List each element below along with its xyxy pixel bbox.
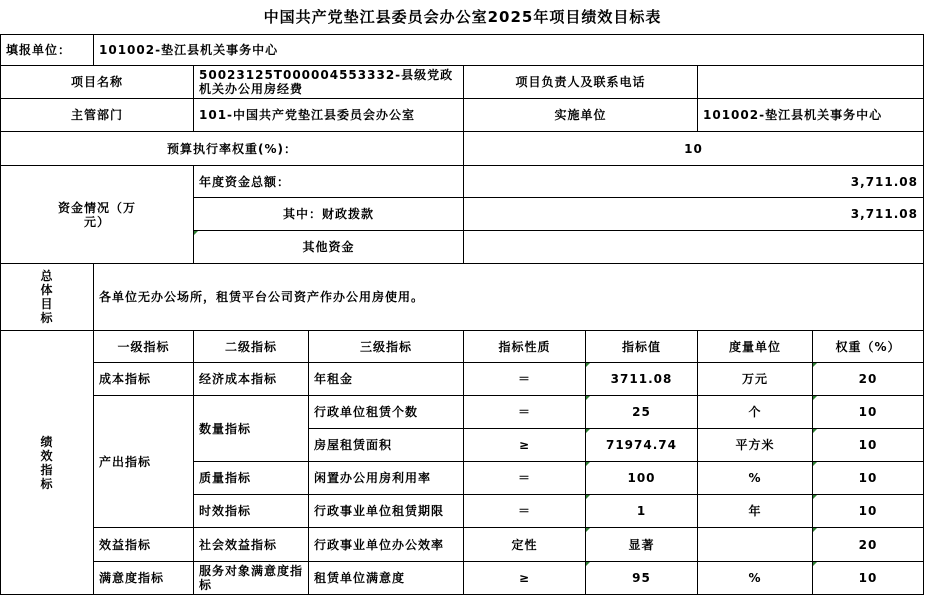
row-value: 显著 (586, 528, 698, 562)
level2-social-benefit: 社会效益指标 (194, 528, 309, 562)
budget-weight-value: 10 (464, 132, 924, 166)
row-weight: 10 (813, 396, 924, 429)
row-nature: ＝ (464, 462, 586, 495)
goal-label: 总体目标 (0, 264, 94, 331)
funds-total-label: 年度资金总额： (194, 166, 464, 198)
level2-quantity: 数量指标 (194, 396, 309, 462)
row-nature: ≥ (464, 429, 586, 462)
row-level3: 行政单位租赁个数 (309, 396, 464, 429)
contact-label: 项目负责人及联系电话 (464, 66, 698, 99)
row-level3: 行政事业单位租赁期限 (309, 495, 464, 528)
row-weight: 10 (813, 462, 924, 495)
row-nature: ＝ (464, 363, 586, 396)
performance-label: 绩效指标 (0, 331, 94, 595)
row-weight: 20 (813, 528, 924, 562)
row-weight: 10 (813, 562, 924, 595)
row-level3: 闲置办公用房利用率 (309, 462, 464, 495)
header-level3: 三级指标 (309, 331, 464, 363)
dept-value: 101-中国共产党垫江县委员会办公室 (194, 99, 464, 132)
row-weight: 20 (813, 363, 924, 396)
row-level3: 行政事业单位办公效率 (309, 528, 464, 562)
contact-value (698, 66, 924, 99)
row-value: 1 (586, 495, 698, 528)
row-unit: % (698, 562, 813, 595)
budget-weight-label: 预算执行率权重(%)： (0, 132, 464, 166)
row-unit: 平方米 (698, 429, 813, 462)
funds-other-label: 其他资金 (194, 231, 464, 264)
row-value: 71974.74 (586, 429, 698, 462)
header-weight: 权重（%） (813, 331, 924, 363)
dept-label: 主管部门 (0, 99, 194, 132)
funds-other-value (464, 231, 924, 264)
row-weight: 10 (813, 429, 924, 462)
level1-output: 产出指标 (94, 396, 194, 528)
funds-label: 资金情况（万元） (0, 166, 194, 264)
row-level3: 房屋租赁面积 (309, 429, 464, 462)
level2-service-satisfaction: 服务对象满意度指标 (194, 562, 309, 595)
impl-label: 实施单位 (464, 99, 698, 132)
level2-quality: 质量指标 (194, 462, 309, 495)
row-weight: 10 (813, 495, 924, 528)
row-value: 100 (586, 462, 698, 495)
level1-benefit: 效益指标 (94, 528, 194, 562)
level2-economic-cost: 经济成本指标 (194, 363, 309, 396)
row-nature: ＝ (464, 396, 586, 429)
funds-fiscal-value: 3,711.08 (464, 198, 924, 231)
goal-text: 各单位无办公场所，租赁平台公司资产作办公用房使用。 (94, 264, 924, 331)
row-value: 3711.08 (586, 363, 698, 396)
row-value: 95 (586, 562, 698, 595)
funds-total-value: 3,711.08 (464, 166, 924, 198)
row-nature: ≥ (464, 562, 586, 595)
impl-value: 101002-垫江县机关事务中心 (698, 99, 924, 132)
funds-fiscal-label: 其中：财政拨款 (194, 198, 464, 231)
unit-label: 填报单位： (0, 34, 94, 66)
row-level3: 年租金 (309, 363, 464, 396)
row-unit: 年 (698, 495, 813, 528)
header-unit: 度量单位 (698, 331, 813, 363)
row-unit: 个 (698, 396, 813, 429)
project-name-value: 50023125T000004553332-县级党政机关办公用房经费 (194, 66, 464, 99)
page-title: 中国共产党垫江县委员会办公室2025年项目绩效目标表 (263, 8, 662, 26)
unit-value: 101002-垫江县机关事务中心 (94, 34, 924, 66)
header-level1: 一级指标 (94, 331, 194, 363)
header-value: 指标值 (586, 331, 698, 363)
header-level2: 二级指标 (194, 331, 309, 363)
level2-timeliness: 时效指标 (194, 495, 309, 528)
row-unit: % (698, 462, 813, 495)
header-nature: 指标性质 (464, 331, 586, 363)
project-name-label: 项目名称 (0, 66, 194, 99)
row-nature: ＝ (464, 495, 586, 528)
row-level3: 租赁单位满意度 (309, 562, 464, 595)
level1-cost: 成本指标 (94, 363, 194, 396)
row-nature: 定性 (464, 528, 586, 562)
row-unit: 万元 (698, 363, 813, 396)
row-unit (698, 528, 813, 562)
level1-satisfaction: 满意度指标 (94, 562, 194, 595)
row-value: 25 (586, 396, 698, 429)
